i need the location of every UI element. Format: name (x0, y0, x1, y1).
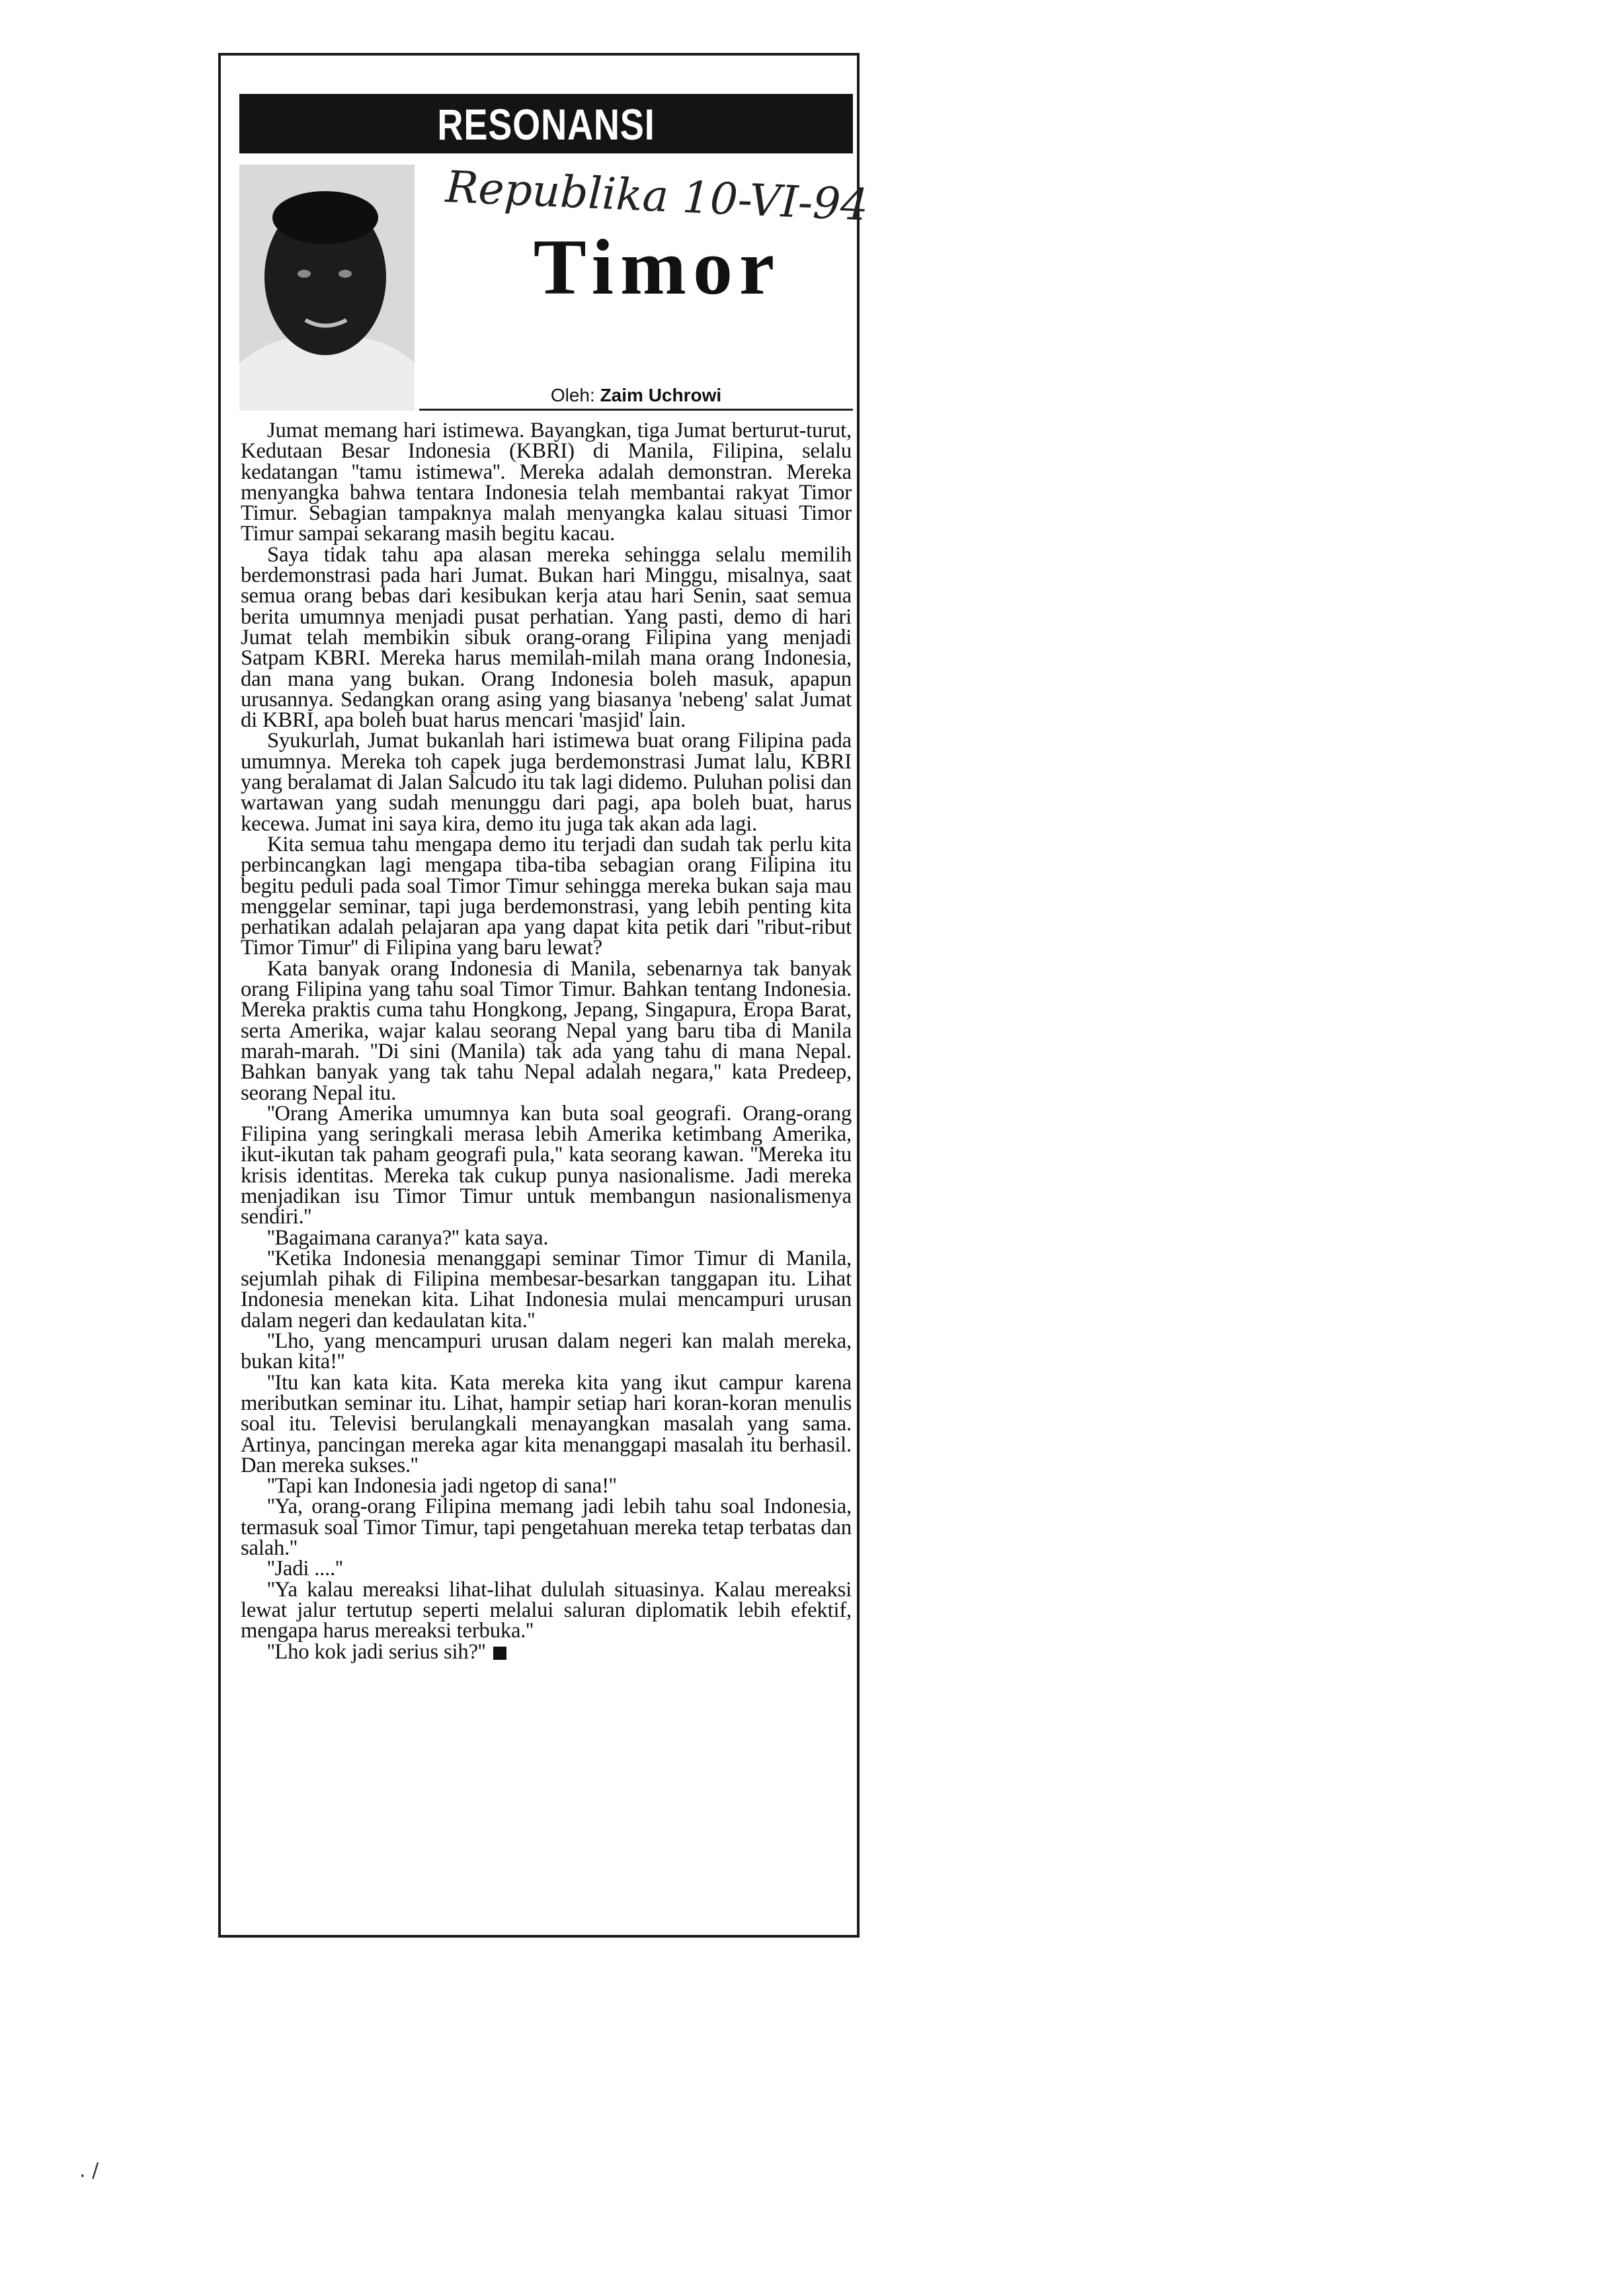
paragraph: ''Ya kalau mereaksi lihat-lihat dululah situasinya. Kalau mereaksi lewat jalur tertutup seperti melalui saluran diplomatik lebih efektif, mengapa harus mereaksi terbuka.'' (241, 1577, 852, 1643)
byline-prefix: Oleh: (550, 385, 595, 405)
paragraph: Jumat memang hari istimewa. Bayangkan, tiga Jumat berturut-turut, Kedutaan Besar Indonesia (KBRI) di Manila, Filipina, selalu kedatangan ''tamu istimewa''. Mereka adalah demonstran. Mereka menyangka bahwa tentara Indonesia telah membantai rakyat Timor Timur. Sebagian tampaknya malah menyangka kalau situasi Timor Timur sampai sekarang masih begitu kacau. (241, 419, 852, 546)
paragraph: ''Bagaimana caranya?'' kata saya. (267, 1225, 549, 1250)
paragraph: ''Ketika Indonesia menanggapi seminar Timor Timur di Manila, sejumlah pihak di Filipina membesar-besarkan tanggapan itu. Lihat Indonesia menekan kita. Lihat Indonesia mulai mencampuri urusan dalam negeri dan kedaulatan kita.'' (241, 1246, 852, 1332)
handwritten-annotation: Republika 10-VI-94 (444, 161, 869, 231)
page-corner-mark: . / (79, 2159, 99, 2182)
final-paragraph (241, 1639, 852, 1664)
article-title: Timor (533, 223, 782, 311)
byline-author: Zaim Uchrowi (600, 385, 722, 405)
newspaper-clipping (218, 53, 869, 1938)
end-of-article-mark (493, 1647, 506, 1660)
paragraph: Kita semua tahu mengapa demo itu terjadi dan sudah tak perlu kita perbincangkan lagi mengapa tiba-tiba sebagian orang Filipina itu begitu peduli pada soal Timor Timur sehingga mereka bukan saja mau menggelar seminar, tapi juga berdemonstrasi, yang lebih penting kita perhatikan adalah pelajaran apa yang dapat kita petik dari ''ribut-ribut Timor Timur'' di Filipina yang baru lewat? (241, 832, 852, 960)
column-banner (239, 94, 853, 153)
paragraph: ''Itu kan kata kita. Kata mereka kita yang ikut campur karena meributkan seminar itu. Lihat, hampir setiap hari koran-koran menulis soal itu. Televisi berulangkali menayangkan masalah yang sama. Artinya, pancingan mereka agar kita menanggapi masalah itu berhasil. Dan mereka sukses.'' (241, 1370, 852, 1477)
column-name: RESONANSI (437, 100, 655, 149)
paragraph: ''Lho, yang mencampuri urusan dalam negeri kan malah mereka, bukan kita!'' (241, 1329, 852, 1374)
paragraph: Syukurlah, Jumat bukanlah hari istimewa buat orang Filipina pada umumnya. Mereka toh capek juga berdemonstrasi Jumat lalu, KBRI yang beralamat di Jalan Salcudo itu tak lagi didemo. Puluhan polisi dan wartawan yang sudah menunggu dari pagi, apa boleh buat, harus kecewa. Jumat ini saya kira, demo itu juga tak akan ada lagi. (241, 729, 852, 836)
byline (419, 382, 853, 411)
paragraph: ''Jadi ....'' (267, 1557, 343, 1581)
paragraph: ''Ya, orang-orang Filipina memang jadi lebih tahu soal Indonesia, termasuk soal Timor Timur, tapi pengetahuan mereka tetap terbatas dan salah.'' (241, 1495, 852, 1561)
paragraph: Saya tidak tahu apa alasan mereka sehingga selalu memilih berdemonstrasi pada hari Jumat. Bukan hari Minggu, misalnya, saat semua orang bebas dari kesibukan kerja atau hari Senin, saat semua berita umumnya menjadi pusat perhatian. Yang pasti, demo di hari Jumat telah membikin sibuk orang-orang Filipina yang menjadi Satpam KBRI. Mereka harus memilah-milah mana orang Indonesia, dan mana yang bukan. Orang Indonesia boleh masuk, apapun urusannya. Sedangkan orang asing yang biasanya 'nebeng' salat Jumat di KBRI, apa boleh buat harus mencari 'masjid' lain. (241, 542, 852, 733)
paragraph: ''Tapi kan Indonesia jadi ngetop di sana!'' (267, 1474, 617, 1498)
author-photo (239, 165, 415, 411)
article-body (241, 421, 852, 1662)
author-portrait-image (239, 165, 415, 411)
final-paragraph-text: ''Lho kok jadi serius sih?'' (267, 1639, 486, 1664)
paragraph: Kata banyak orang Indonesia di Manila, sebenarnya tak banyak orang Filipina yang tahu soal Timor Timur. Bahkan tentang Indonesia. Mereka praktis cuma tahu Hongkong, Jepang, Singapura, Eropa Barat, serta Amerika, wajar kalau seorang Nepal yang baru tiba di Manila marah-marah. ''Di sini (Manila) tak ada yang tahu di mana Nepal. Bahkan banyak yang tak tahu Nepal adalah negara,'' kata Predeep, seorang Nepal itu. (241, 956, 852, 1105)
paragraph: ''Orang Amerika umumnya kan buta soal geografi. Orang-orang Filipina yang seringkali merasa lebih Amerika ketimbang Amerika, ikut-ikutan tak paham geografi pula,'' kata seorang kawan. ''Mereka itu krisis identitas. Mereka tak cukup punya nasionalisme. Jadi mereka menjadikan isu Timor Timur untuk membangun nasionalismenya sendiri.'' (241, 1101, 852, 1229)
